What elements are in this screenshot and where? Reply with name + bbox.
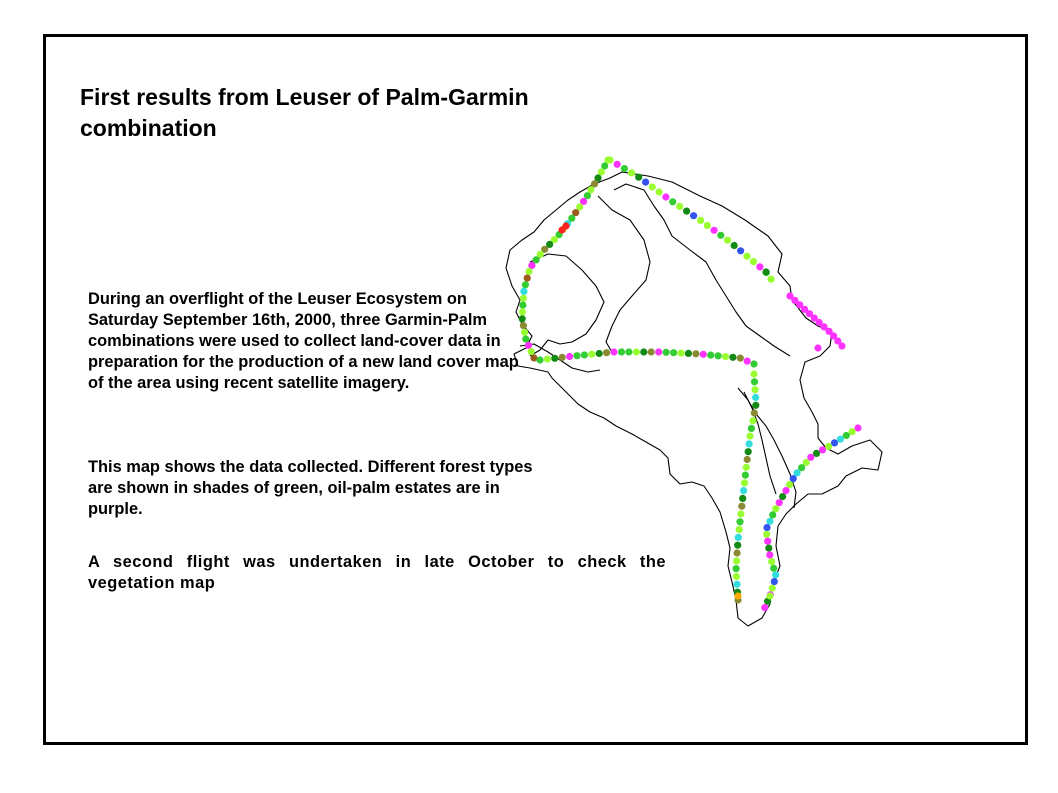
- sample-point: [655, 348, 662, 355]
- sample-point: [628, 169, 635, 176]
- sample-point: [640, 348, 647, 355]
- sample-point: [761, 604, 768, 611]
- sample-point: [814, 344, 821, 351]
- slide-title: First results from Leuser of Palm-Garmin combination: [80, 84, 529, 141]
- sample-point: [737, 510, 744, 517]
- sample-point: [621, 165, 628, 172]
- sample-point: [722, 353, 729, 360]
- sample-point: [649, 183, 656, 190]
- sample-point: [618, 348, 625, 355]
- sample-point: [735, 534, 742, 541]
- flight-points: [519, 156, 862, 611]
- sample-point: [610, 348, 617, 355]
- sample-point: [741, 479, 748, 486]
- western-region-boundary: [530, 254, 604, 356]
- sample-point: [642, 179, 649, 186]
- leuser-map: [490, 150, 910, 630]
- sample-point: [750, 360, 757, 367]
- sample-point: [734, 542, 741, 549]
- sample-point: [566, 353, 573, 360]
- sample-point: [737, 355, 744, 362]
- sample-point: [744, 358, 751, 365]
- sample-point: [737, 247, 744, 254]
- sample-point: [625, 348, 632, 355]
- sample-point: [739, 495, 746, 502]
- sample-point: [731, 242, 738, 249]
- sample-point: [519, 308, 526, 315]
- sample-point: [751, 386, 758, 393]
- sample-point: [838, 342, 845, 349]
- sample-point: [551, 355, 558, 362]
- map-legend-paragraph: This map shows the data collected. Different forest types are shown in shades of green, oil-palm estates are in purple.: [88, 458, 533, 518]
- sample-point: [700, 351, 707, 358]
- sample-point: [733, 573, 740, 580]
- sample-point: [544, 356, 551, 363]
- sample-point: [743, 464, 750, 471]
- sample-point: [733, 557, 740, 564]
- sample-point: [748, 425, 755, 432]
- sample-point: [633, 348, 640, 355]
- sample-point: [676, 203, 683, 210]
- sample-point: [769, 511, 776, 518]
- sample-point: [740, 487, 747, 494]
- sample-point: [766, 592, 773, 599]
- sample-point: [762, 268, 769, 275]
- sample-point: [683, 208, 690, 215]
- sample-point: [743, 253, 750, 260]
- sample-point: [746, 433, 753, 440]
- second-flight-note: A second flight was undertaken in late October to check the vegetation map: [88, 553, 666, 592]
- sample-point: [768, 558, 775, 565]
- sample-point: [525, 268, 532, 275]
- sample-point: [742, 472, 749, 479]
- sample-point: [769, 585, 776, 592]
- sample-point: [734, 549, 741, 556]
- sample-point: [528, 262, 535, 269]
- sample-point: [744, 456, 751, 463]
- sample-point: [697, 217, 704, 224]
- sample-point: [685, 350, 692, 357]
- sample-point: [522, 281, 529, 288]
- sample-point: [519, 302, 526, 309]
- sample-point: [559, 354, 566, 361]
- sample-point: [734, 592, 741, 599]
- sample-point: [588, 351, 595, 358]
- sample-point: [521, 329, 528, 336]
- sample-point: [522, 336, 529, 343]
- sample-point: [669, 198, 676, 205]
- sample-point: [573, 352, 580, 359]
- sample-point: [520, 295, 527, 302]
- central-region-boundary: [598, 196, 650, 352]
- sample-point: [733, 565, 740, 572]
- sample-point: [763, 531, 770, 538]
- sample-point: [711, 227, 718, 234]
- sample-point: [771, 578, 778, 585]
- sample-point: [520, 288, 527, 295]
- sample-point: [749, 417, 756, 424]
- sample-point: [729, 354, 736, 361]
- sample-point: [745, 448, 752, 455]
- sample-point: [786, 481, 793, 488]
- sample-point: [825, 443, 832, 450]
- sample-point: [819, 446, 826, 453]
- sample-point: [766, 551, 773, 558]
- sample-point: [746, 440, 753, 447]
- sample-point: [752, 402, 759, 409]
- sample-point: [770, 565, 777, 572]
- ecosystem-boundary: [506, 172, 882, 626]
- sample-point: [764, 538, 771, 545]
- sample-point: [525, 342, 532, 349]
- sample-point: [751, 378, 758, 385]
- sample-point: [756, 263, 763, 270]
- sample-point: [670, 349, 677, 356]
- sample-point: [528, 348, 535, 355]
- sample-point: [752, 394, 759, 401]
- sample-point: [751, 409, 758, 416]
- sample-point: [662, 193, 669, 200]
- sample-point: [733, 581, 740, 588]
- sample-point: [581, 351, 588, 358]
- sample-point: [656, 188, 663, 195]
- sample-point: [715, 352, 722, 359]
- sample-point: [736, 518, 743, 525]
- sample-point: [614, 161, 621, 168]
- sample-point: [519, 315, 526, 322]
- sample-point: [562, 222, 569, 229]
- sample-point: [766, 518, 773, 525]
- sample-point: [763, 524, 770, 531]
- sample-point: [692, 350, 699, 357]
- sample-point: [750, 370, 757, 377]
- sample-point: [707, 352, 714, 359]
- sample-point: [779, 493, 786, 500]
- sample-point: [603, 349, 610, 356]
- sample-point: [704, 222, 711, 229]
- sample-point: [524, 275, 531, 282]
- sample-point: [648, 348, 655, 355]
- sample-point: [772, 571, 779, 578]
- sample-point: [635, 174, 642, 181]
- sample-point: [738, 503, 745, 510]
- sample-point: [663, 349, 670, 356]
- sample-point: [690, 212, 697, 219]
- sample-point: [765, 545, 772, 552]
- sample-point: [736, 526, 743, 533]
- sample-point: [724, 237, 731, 244]
- sample-point: [520, 322, 527, 329]
- sample-point: [596, 350, 603, 357]
- description-paragraph: During an overflight of the Leuser Ecosystem on Saturday September 16th, 2000, three Garmin-Palm combinations were used to collect land-cover data in preparation for the production of a new land cover map of the area using recent satellite imagery.: [88, 290, 519, 392]
- sample-point: [677, 350, 684, 357]
- sample-point: [772, 505, 779, 512]
- sample-point: [768, 276, 775, 283]
- sample-point: [606, 156, 613, 163]
- sample-point: [717, 232, 724, 239]
- sample-point: [750, 258, 757, 265]
- sample-point: [831, 439, 838, 446]
- sample-point: [536, 356, 543, 363]
